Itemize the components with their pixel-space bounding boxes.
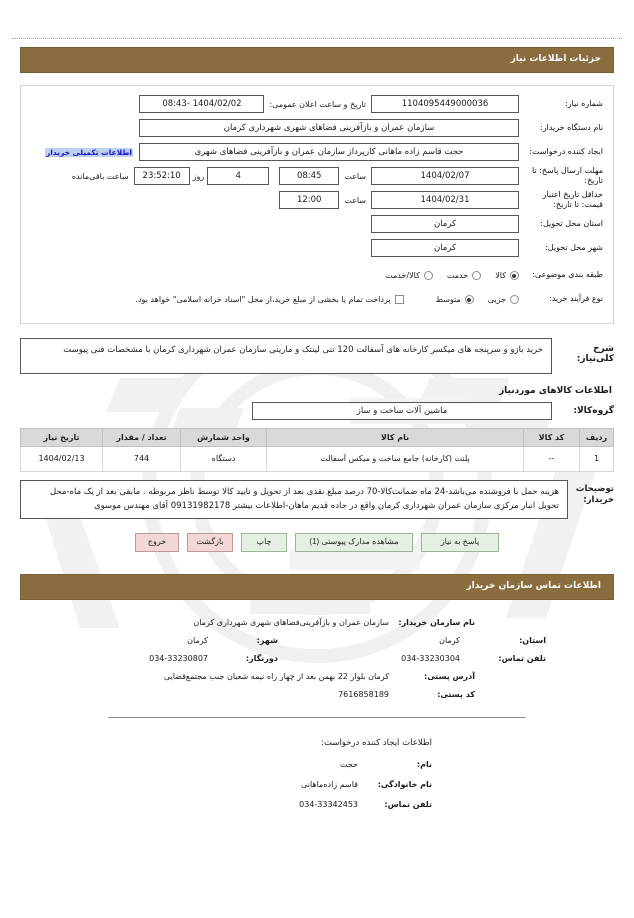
label-contact-fax: دورنگار:	[245, 654, 278, 664]
field-remaining-days[interactable]: 4	[207, 167, 269, 185]
row-contact-postal	[10, 690, 624, 699]
row-creator-phone	[10, 800, 624, 809]
table-row[interactable]	[21, 447, 614, 472]
label-contact-city: شهر:	[256, 636, 278, 646]
field-need-number[interactable]: 1104095449000036	[371, 95, 519, 113]
cell-name: پلنت (کارخانه) جامع ساخت و میکس آسفالت	[267, 447, 524, 472]
label-remaining-clock: ساعت باقی‌مانده	[71, 171, 129, 181]
field-need-summary[interactable]: خرید بازو و سرپنجه های میکسر کارخانه های آسفالت 120 تنی لینتک و مارینی سازمان عمران شهرداری کرمان با مشخصات فنی پیوست	[20, 338, 552, 374]
checkbox-icon	[395, 295, 404, 304]
view-attachments-button[interactable]: مشاهده مدارک پیوستی (1)	[295, 533, 413, 552]
col-row-no: ردیف	[580, 429, 614, 447]
label-contact-address: آدرس پستی:	[424, 672, 475, 682]
value-creator-phone: 034-33342453	[299, 800, 358, 810]
radio-label: کالا/خدمت	[385, 270, 420, 280]
row-process-type	[31, 289, 603, 309]
radio-dot-icon	[465, 295, 474, 304]
label-creator: ایجاد کننده درخواست:	[529, 147, 603, 156]
row-creator-first-name	[10, 760, 624, 769]
value-contact-postal: 7616858189	[338, 690, 389, 700]
radio-classification-service[interactable]	[447, 271, 481, 280]
row-contact-phone-fax	[10, 654, 624, 663]
label-remaining-days: روز	[192, 171, 205, 181]
label-creator-first-name: نام:	[416, 760, 432, 770]
radio-process-medium[interactable]	[436, 295, 474, 304]
field-delivery-city[interactable]: کرمان	[371, 239, 519, 257]
label-contact-province: استان:	[519, 636, 546, 646]
label-creator-last-name: نام خانوادگی:	[377, 780, 432, 790]
top-divider	[12, 38, 622, 39]
heading-items-section: اطلاعات کالاهای موردنیاز	[498, 386, 612, 396]
label-delivery-city: شهر محل تحویل:	[545, 243, 603, 252]
row-buyer-org	[31, 118, 603, 138]
label-deadline-time: ساعت	[344, 171, 366, 181]
radio-label: خدمت	[446, 270, 469, 280]
need-details-panel	[20, 85, 614, 324]
label-goods-group: گروه‌کالا:	[573, 406, 614, 416]
field-deadline-time[interactable]: 08:45	[279, 167, 339, 185]
radio-classification-goods-service[interactable]	[385, 271, 433, 280]
footer-divider	[108, 717, 526, 718]
link-buyer-extra-info[interactable]: اطلاعات تکمیلی خریدار	[45, 147, 132, 157]
radio-label: متوسط	[435, 294, 461, 304]
radio-dot-icon	[510, 295, 519, 304]
radio-dot-icon	[472, 271, 481, 280]
label-contact-org: نام سازمان خریدار:	[398, 618, 475, 628]
radio-dot-icon	[424, 271, 433, 280]
row-contact-province-city	[10, 636, 624, 645]
label-buyer-org: نام دستگاه خریدار:	[540, 123, 603, 132]
col-quantity: تعداد / مقدار	[103, 429, 181, 447]
col-code: کد کالا	[524, 429, 580, 447]
radio-process-minor[interactable]	[488, 295, 519, 304]
cell-row-no: 1	[580, 447, 614, 472]
row-need-number	[31, 94, 603, 114]
print-button[interactable]: چاپ	[241, 533, 287, 552]
value-contact-phone: 034-33230304	[401, 654, 460, 664]
label-need-summary: شرح کلی‌نیاز:	[576, 344, 614, 364]
cell-code: --	[524, 447, 580, 472]
back-button[interactable]: بازگشت	[187, 533, 233, 552]
label-delivery-province: استان محل تحویل:	[540, 219, 603, 228]
radio-label: کالا	[495, 270, 506, 280]
row-contact-org	[10, 618, 624, 627]
field-buyer-org[interactable]: سازمان عمران و بازآفرینی فضاهای شهری شهرداری کرمان	[139, 119, 519, 137]
field-buyer-notes[interactable]: هزینه حمل با فروشنده می‌باشد-24 ماه ضمانت‌کالا-70 درصد مبلغ نقدی بعد از تحویل و تایید کالا توسط ناظر مربوطه . مابقی بعد از یک ماه-محل تحویل انبار مرکزی سازمان عمران شهرداری کرمان واقع در جاده قدیم ماهان-اطلاعات بیشتر 09131982178 آقای مهندس موسوی	[20, 480, 568, 520]
cell-quantity: 744	[103, 447, 181, 472]
field-delivery-province[interactable]: کرمان	[371, 215, 519, 233]
col-name: نام کالا	[267, 429, 524, 447]
row-creator-last-name	[10, 780, 624, 789]
label-announce-datetime: تاریخ و ساعت اعلان عمومی:	[269, 99, 366, 109]
section-header-need-details: جزئیات اطلاعات نیاز	[20, 47, 614, 73]
classification-radio-group	[371, 271, 519, 280]
page-root	[0, 38, 634, 809]
col-need-date: تاریخ نیاز	[21, 429, 103, 447]
cell-unit: دستگاه	[181, 447, 267, 472]
row-delivery-city	[31, 238, 603, 258]
field-validity-time[interactable]: 12:00	[279, 191, 339, 209]
field-creator[interactable]: حجت قاسم زاده ماهانی کارپرداز سازمان عمران و بازآفرینی فضاهای شهری	[139, 143, 519, 161]
field-validity-date[interactable]: 1404/02/31	[371, 191, 519, 209]
col-unit: واحد شمارش	[181, 429, 267, 447]
value-creator-last-name: قاسم زاده‌ماهانی	[301, 780, 358, 790]
label-process-type: نوع فرآیند خرید:	[549, 294, 603, 303]
radio-dot-icon	[510, 271, 519, 280]
items-table-header-row	[21, 429, 614, 447]
row-delivery-province	[31, 214, 603, 234]
respond-to-need-button[interactable]: پاسخ به نیاز	[421, 533, 499, 552]
value-creator-first-name: حجت	[340, 760, 358, 770]
items-table	[20, 428, 614, 472]
action-buttons-bar	[10, 533, 624, 552]
buyer-contact-block	[10, 618, 624, 699]
value-contact-org: سازمان عمران و بازآفرینی‌فضاهای شهری شهرداری کرمان	[193, 618, 389, 628]
value-contact-address: کرمان بلوار 22 بهمن بعد از چهار راه نیمه شعبان جنب مجتمع‌قضایی	[163, 672, 389, 682]
row-classification	[31, 265, 603, 285]
label-response-deadline: مهلت ارسال پاسخ: تا تاریخ:	[531, 166, 603, 185]
checkbox-label: پرداخت تمام یا بخشی از مبلغ خرید،از محل "اسناد خزانه اسلامی" خواهد بود.	[135, 294, 391, 304]
row-creator	[31, 142, 603, 162]
need-summary-block	[20, 338, 614, 374]
field-goods-group[interactable]: ماشین آلات ساخت و ساز	[252, 402, 552, 420]
checkbox-islamic-treasury-bonds[interactable]	[135, 295, 403, 304]
row-goods-group	[20, 402, 614, 420]
heading-creator-info: اطلاعات ایجاد کننده درخواست:	[321, 738, 432, 749]
section-header-buyer-contact: اطلاعات تماس سازمان خریدار	[20, 574, 614, 600]
process-radio-group	[422, 295, 519, 304]
row-contact-address	[10, 672, 624, 681]
value-contact-fax: 034-33230807	[149, 654, 208, 664]
label-contact-phone: تلفن تماس:	[498, 654, 546, 664]
radio-classification-goods[interactable]	[495, 271, 519, 280]
label-contact-postal: کد پستی:	[437, 690, 475, 700]
label-validity-time: ساعت	[344, 195, 366, 205]
value-contact-province: کرمان	[439, 636, 460, 646]
buyer-notes-block	[20, 480, 614, 520]
field-deadline-date[interactable]: 1404/02/07	[371, 167, 519, 185]
label-classification: طبقه بندی موضوعی:	[532, 270, 603, 279]
value-contact-city: کرمان	[187, 636, 208, 646]
label-need-number: شماره نیاز:	[565, 99, 603, 108]
label-creator-phone: تلفن تماس:	[384, 800, 432, 810]
label-buyer-notes: توضیحات خریدار:	[575, 483, 614, 506]
field-remaining-clock[interactable]: 23:52:10	[134, 167, 190, 185]
exit-button[interactable]: خروج	[135, 533, 179, 552]
label-price-validity: حداقل تاریخ اعتبار قیمت: تا تاریخ:	[542, 190, 603, 209]
row-price-validity	[31, 190, 603, 210]
cell-need-date: 1404/02/13	[21, 447, 103, 472]
radio-label: جزیی	[487, 294, 506, 304]
field-announce-datetime[interactable]: 1404/02/02 -08:43	[139, 95, 264, 113]
row-response-deadline	[31, 166, 603, 186]
